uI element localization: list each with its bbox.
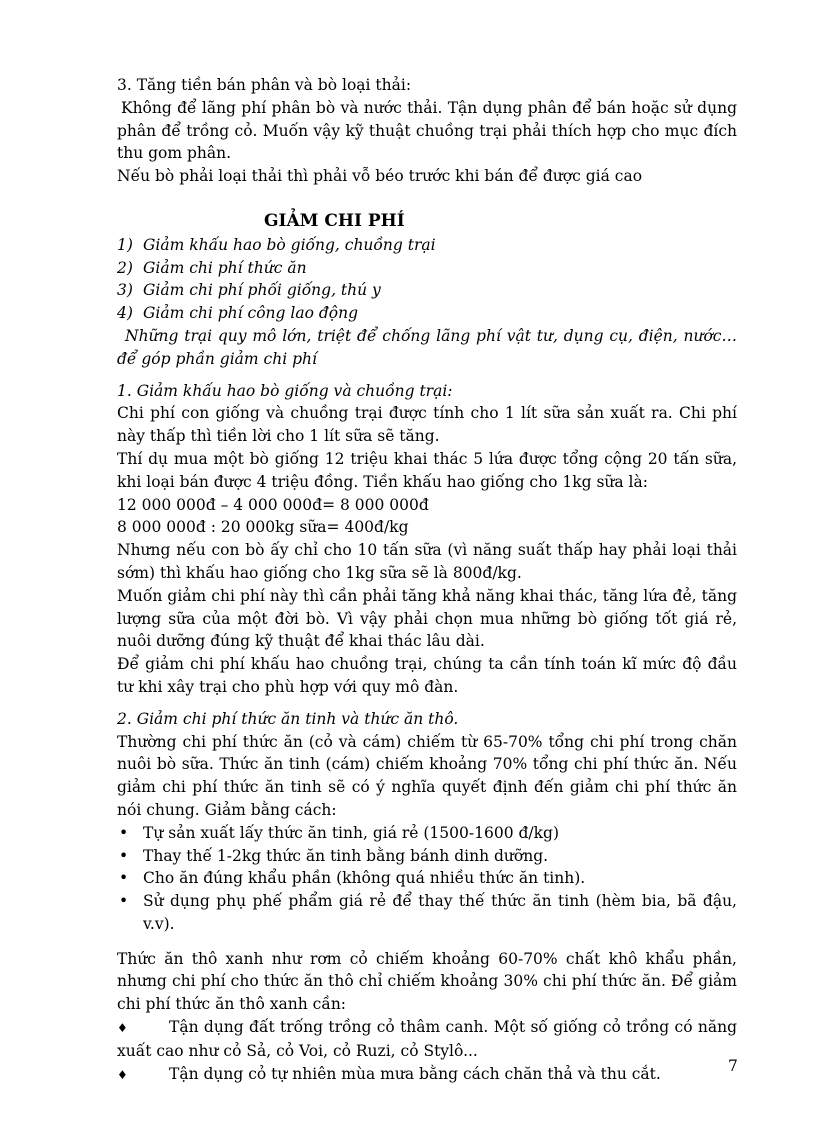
subsection-2-paragraph-1: Thường chi phí thức ăn (cỏ và cám) chiếm từ 65-70% tổng chi phí trong chăn nuôi bò sữa. Thức ăn tinh (cám) chiếm khoảng 70% tổng chi phí thức ăn. Nếu giảm chi phí thức ăn tinh sẽ có ý nghĩa quyết định đến giảm chi phí thức ăn nói chung. Giảm bằng cách: [117,732,737,819]
list-item-text: Cho ăn đúng khẩu phần (không quá nhiều thức ăn tinh). [143,869,586,888]
list-item [117,1063,737,1087]
subsection-1-title: 1. Giảm khấu hao bò giống và chuồng trại: [117,381,453,400]
list-item [117,867,737,890]
reduce-costs-note: Những trại quy mô lớn, triệt để chống lãng phí vật tư, dụng cụ, điện, nước… để góp phần giảm chi phí [117,326,737,368]
document-page [117,74,737,1086]
reduce-costs-list [117,234,737,325]
page-number: 7 [728,1057,738,1075]
bullet-icon: • [119,869,129,888]
calculation-line-1: 12 000 000đ – 4 000 000đ= 8 000 000đ [117,495,429,514]
list-item-number: 2) [117,258,133,277]
subsection-1-paragraph-5: Để giảm chi phí khấu hao chuồng trại, chúng ta cần tính toán kĩ mức độ đầu tư khi xây trại cho phù hợp với quy mô đàn. [117,655,737,696]
list-item-number: 3) [117,281,133,300]
bullet-icon: • [119,846,129,865]
subsection-2-paragraph-2: Thức ăn thô xanh như rơm cỏ chiếm khoảng 60-70% chất khô khẩu phần, nhưng chi phí cho thức ăn thô chỉ chiếm khoảng 30% chi phí thức ăn. Để giảm chi phí thức ăn thô xanh cần: [117,949,737,1014]
list-item [117,302,737,325]
list-item [117,822,737,845]
subsection-1-paragraph-4: Muốn giảm chi phí này thì cần phải tăng khả năng khai thác, tăng lứa đẻ, tăng lượng sữa của một đời bò. Vì vậy phải chọn mua những bò giống tốt giá rẻ, nuôi dưỡng đúng kỹ thuật để khai thác lâu dài. [117,586,737,651]
list-item [117,279,737,302]
list-item [117,234,737,257]
section-3-title: 3. Tăng tiền bán phân và bò loại thải: [117,76,412,94]
list-item [117,845,737,868]
diamond-bullet-icon: ♦ [117,1021,128,1036]
subsection-1-paragraph-3: Nhưng nếu con bò ấy chỉ cho 10 tấn sữa (vì năng suất thấp hay phải loại thải sớm) thì khấu hao giống cho 1kg sữa sẽ là 800đ/kg. [117,541,737,582]
subsection-1-paragraph-2: Thí dụ mua một bò giống 12 triệu khai thác 5 lứa được tổng cộng 20 tấn sữa, khi loại bán được 4 triệu đồng. Tiền khấu hao giống cho 1kg sữa là: [117,449,737,491]
subsection-1-paragraph-1: Chi phí con giống và chuồng trại được tính cho 1 lít sữa sản xuất ra. Chi phí này thấp thì tiền lời cho 1 lít sữa sẽ tăng. [117,404,737,446]
list-item-text: Giảm khấu hao bò giống, chuồng trại [143,235,436,254]
list-item-text: Giảm chi phí thức ăn [143,258,307,277]
calculation-line-2: 8 000 000đ : 20 000kg sữa= 400đ/kg [117,518,409,537]
list-item-text: Tận dụng cỏ tự nhiên mùa mưa bằng cách chăn thả và thu cắt. [169,1064,661,1083]
bullet-icon: • [119,892,129,911]
list-item [117,1016,737,1063]
bullet-icon: • [119,823,129,842]
list-item-text: Tận dụng đất trống trồng cỏ thâm canh. Một số giống cỏ trồng có năng xuất cao như cỏ Sả, cỏ Voi, cỏ Ruzi, cỏ Stylô... [117,1018,737,1060]
list-item-number: 1) [117,235,133,254]
subsection-2-title: 2. Giảm chi phí thức ăn tinh và thức ăn thô. [117,709,459,728]
list-item-text: Giảm chi phí công lao động [143,304,359,323]
section-3-paragraph-1: Không để lãng phí phân bò và nước thải. Tận dụng phân để bán hoặc sử dụng phân để trồng cỏ. Muốn vậy kỹ thuật chuồng trại phải thích hợp cho mục đích thu gom phân. [117,98,737,163]
concentrate-feed-bullet-list [117,822,737,936]
list-item-text: Giảm chi phí phối giống, thú y [143,281,381,300]
list-item-text: Tự sản xuất lấy thức ăn tinh, giá rẻ (1500-1600 đ/kg) [143,823,559,842]
list-item-text: Thay thế 1-2kg thức ăn tinh bằng bánh dinh dưỡng. [143,846,549,865]
list-item-number: 4) [117,304,133,323]
list-item [117,890,737,936]
list-item-text: Sử dụng phụ phế phẩm giá rẻ để thay thế thức ăn tinh (hèm bia, bã đậu, v.v). [143,892,737,933]
list-item [117,257,737,280]
reduce-costs-heading: GIẢM CHI PHÍ [264,210,405,231]
diamond-bullet-icon: ♦ [117,1067,128,1082]
section-3-paragraph-2: Nếu bò phải loại thải thì phải vỗ béo trước khi bán để được giá cao [117,167,643,186]
